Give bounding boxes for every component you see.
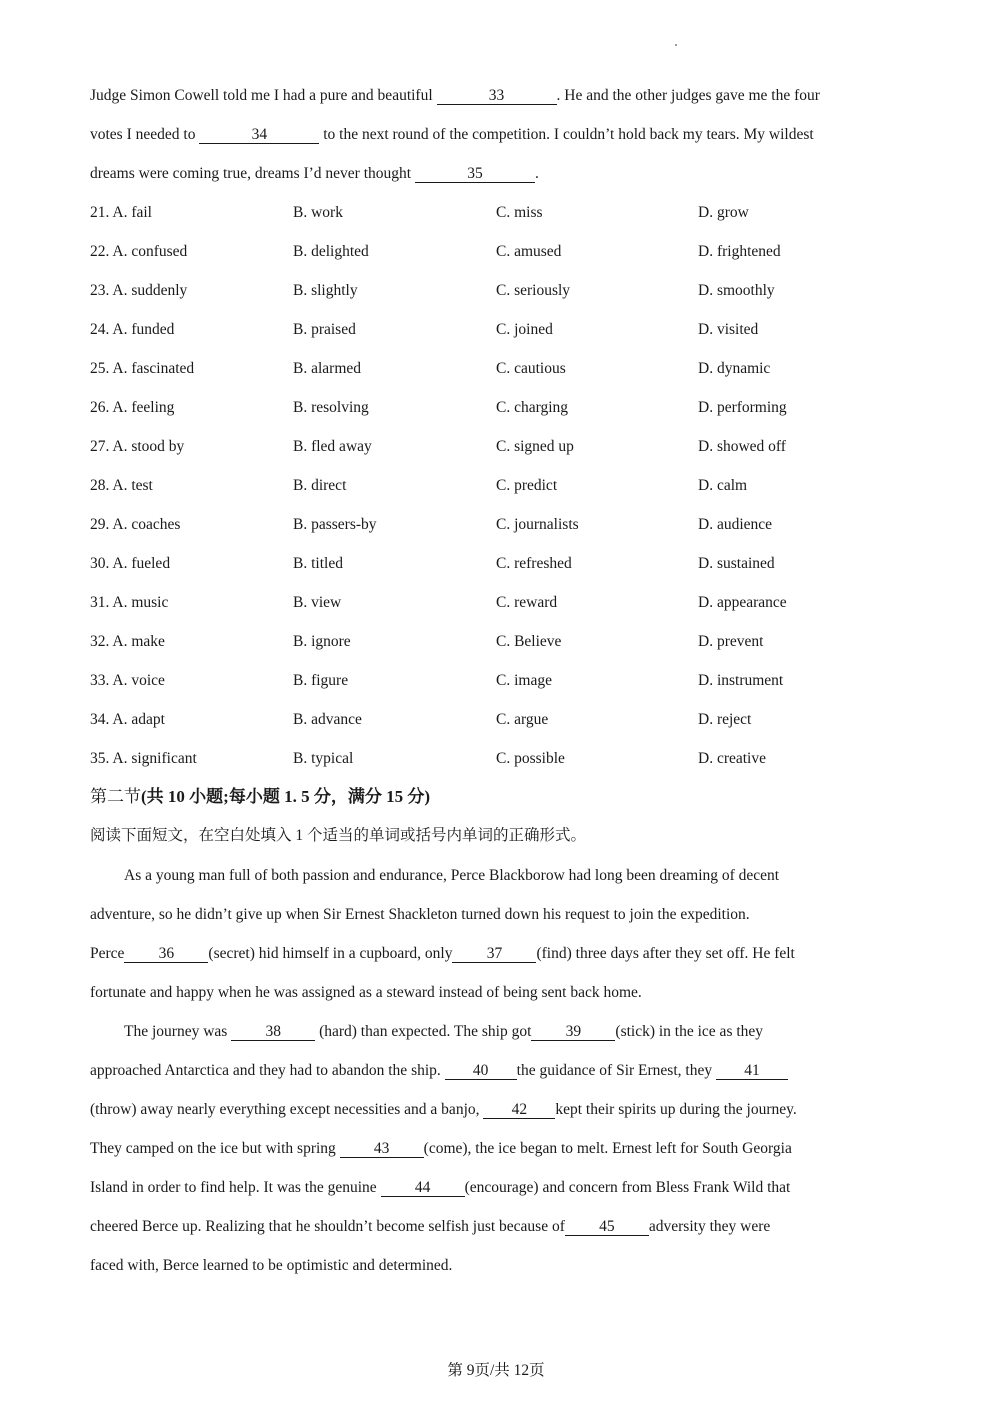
option-row (90, 661, 910, 700)
option-c[interactable]: C. charging (496, 399, 569, 416)
passage2-line-11: faced with, Berce learned to be optimistic and determined. (90, 1257, 453, 1274)
option-row (90, 193, 910, 232)
option-d[interactable]: D. reject (698, 711, 752, 728)
option-b[interactable]: B. view (293, 594, 342, 611)
option-b[interactable]: B. slightly (293, 282, 358, 299)
option-a[interactable]: 30. A. fueled (90, 555, 171, 572)
option-d[interactable]: D. smoothly (698, 282, 775, 299)
option-a[interactable]: 34. A. adapt (90, 711, 165, 728)
blank-40[interactable]: 40 (445, 1063, 517, 1080)
option-b[interactable]: B. direct (293, 477, 347, 494)
option-c[interactable]: C. miss (496, 204, 543, 221)
option-a[interactable]: 25. A. fascinated (90, 360, 195, 377)
blank-34[interactable]: 34 (199, 127, 319, 144)
blank-36[interactable]: 36 (124, 946, 208, 963)
option-row (90, 349, 910, 388)
option-a[interactable]: 32. A. make (90, 633, 165, 650)
passage2-line-2: adventure, so he didn’t give up when Sir Ernest Shackleton turned down his request to join the expedition. (90, 906, 750, 923)
option-c[interactable]: C. Believe (496, 633, 562, 650)
option-b[interactable]: B. ignore (293, 633, 351, 650)
option-row (90, 466, 910, 505)
passage2-line-3: Perce 36 (secret) hid himself in a cupboard, only 37 (find) three days after they set off. He felt (90, 945, 795, 962)
option-a[interactable]: 31. A. music (90, 594, 169, 611)
option-d[interactable]: D. prevent (698, 633, 764, 650)
option-c[interactable]: C. cautious (496, 360, 566, 377)
scan-dot (675, 44, 677, 46)
blank-45[interactable]: 45 (565, 1219, 649, 1236)
option-b[interactable]: B. resolving (293, 399, 369, 416)
blank-38[interactable]: 38 (231, 1024, 315, 1041)
blank-35[interactable]: 35 (415, 166, 535, 183)
option-c[interactable]: C. image (496, 672, 552, 689)
option-b[interactable]: B. figure (293, 672, 349, 689)
option-d[interactable]: D. performing (698, 399, 787, 416)
option-b[interactable]: B. titled (293, 555, 343, 572)
passage2-line-4: fortunate and happy when he was assigned as a steward instead of being sent back home. (90, 984, 642, 1001)
option-a[interactable]: 33. A. voice (90, 672, 165, 689)
passage2-line-1: As a young man full of both passion and endurance, Perce Blackborow had long been dreaming of decent (124, 867, 780, 884)
option-b[interactable]: B. advance (293, 711, 362, 728)
option-d[interactable]: D. grow (698, 204, 749, 221)
passage2-line-5: The journey was 38 (hard) than expected. The ship got 39 (stick) in the ice as they (124, 1023, 764, 1040)
page-number: 第 9页/共 12页 (447, 1362, 545, 1379)
option-a[interactable]: 28. A. test (90, 477, 153, 494)
blank-43[interactable]: 43 (340, 1141, 424, 1158)
option-d[interactable]: D. appearance (698, 594, 787, 611)
option-b[interactable]: B. passers-by (293, 516, 377, 533)
option-row (90, 310, 910, 349)
option-b[interactable]: B. praised (293, 321, 356, 338)
option-a[interactable]: 21. A. fail (90, 204, 152, 221)
option-c[interactable]: C. possible (496, 750, 565, 767)
passage2-line-7: (throw) away nearly everything except necessities and a banjo, 42 kept their spirits up during the journey. (90, 1101, 797, 1118)
option-d[interactable]: D. calm (698, 477, 748, 494)
option-d[interactable]: D. visited (698, 321, 759, 338)
option-b[interactable]: B. delighted (293, 243, 369, 260)
option-row (90, 388, 910, 427)
option-d[interactable]: D. showed off (698, 438, 786, 455)
option-c[interactable]: C. refreshed (496, 555, 572, 572)
option-d[interactable]: D. frightened (698, 243, 781, 260)
option-b[interactable]: B. alarmed (293, 360, 362, 377)
passage-line-1: Judge Simon Cowell told me I had a pure and beautiful 33 . He and the other judges gave me the four (90, 87, 820, 104)
option-a[interactable]: 35. A. significant (90, 750, 197, 767)
blank-42[interactable]: 42 (483, 1102, 555, 1119)
option-d[interactable]: D. creative (698, 750, 766, 767)
passage2-line-6: approached Antarctica and they had to abandon the ship. 40 the guidance of Sir Ernest, they 41 (90, 1051, 910, 1090)
option-d[interactable]: D. dynamic (698, 360, 771, 377)
blank-39[interactable]: 39 (531, 1024, 615, 1041)
blank-44[interactable]: 44 (381, 1180, 465, 1197)
passage-line-3: dreams were coming true, dreams I’d never thought 35 . (90, 165, 539, 182)
option-row (90, 427, 910, 466)
option-a[interactable]: 29. A. coaches (90, 516, 181, 533)
option-row (90, 622, 910, 661)
passage2-line-8: They camped on the ice but with spring 43 (come), the ice began to melt. Ernest left for South Georgia (90, 1140, 792, 1157)
option-c[interactable]: C. seriously (496, 282, 571, 299)
option-b[interactable]: B. typical (293, 750, 354, 767)
section-instruction: 阅读下面短文，在空白处填入 1 个适当的单词或括号内单词的正确形式。 (90, 827, 587, 844)
option-d[interactable]: D. instrument (698, 672, 784, 689)
option-d[interactable]: D. audience (698, 516, 773, 533)
option-c[interactable]: C. joined (496, 321, 553, 338)
option-row (90, 583, 910, 622)
option-c[interactable]: C. reward (496, 594, 558, 611)
option-a[interactable]: 26. A. feeling (90, 399, 175, 416)
option-row (90, 700, 910, 739)
option-c[interactable]: C. journalists (496, 516, 579, 533)
option-c[interactable]: C. signed up (496, 438, 574, 455)
option-c[interactable]: C. amused (496, 243, 562, 260)
exam-page (90, 76, 910, 1285)
option-row (90, 271, 910, 310)
option-b[interactable]: B. fled away (293, 438, 372, 455)
options-list (90, 193, 910, 778)
blank-41[interactable]: 41 (716, 1063, 788, 1080)
option-a[interactable]: 27. A. stood by (90, 438, 185, 455)
option-row (90, 505, 910, 544)
option-row (90, 232, 910, 271)
option-a[interactable]: 22. A. confused (90, 243, 188, 260)
option-d[interactable]: D. sustained (698, 555, 775, 572)
passage-line-2: votes I needed to 34 to the next round of the competition. I couldn’t hold back my tears. My wildest (90, 126, 814, 143)
option-c[interactable]: C. argue (496, 711, 549, 728)
section-heading: 第二节(共 10 小题;每小题 1. 5 分，满分 15 分) (90, 787, 431, 806)
option-a[interactable]: 23. A. suddenly (90, 282, 188, 299)
option-row (90, 739, 910, 778)
option-c[interactable]: C. predict (496, 477, 558, 494)
passage2-line-10: cheered Berce up. Realizing that he shouldn’t become selfish just because of 45 adversity they were (90, 1218, 771, 1235)
passage2-line-9: Island in order to find help. It was the genuine 44 (encourage) and concern from Bless Frank Wild that (90, 1179, 791, 1196)
option-b[interactable]: B. work (293, 204, 343, 221)
option-row (90, 544, 910, 583)
option-a[interactable]: 24. A. funded (90, 321, 175, 338)
blank-37[interactable]: 37 (452, 946, 536, 963)
blank-33[interactable]: 33 (437, 88, 557, 105)
